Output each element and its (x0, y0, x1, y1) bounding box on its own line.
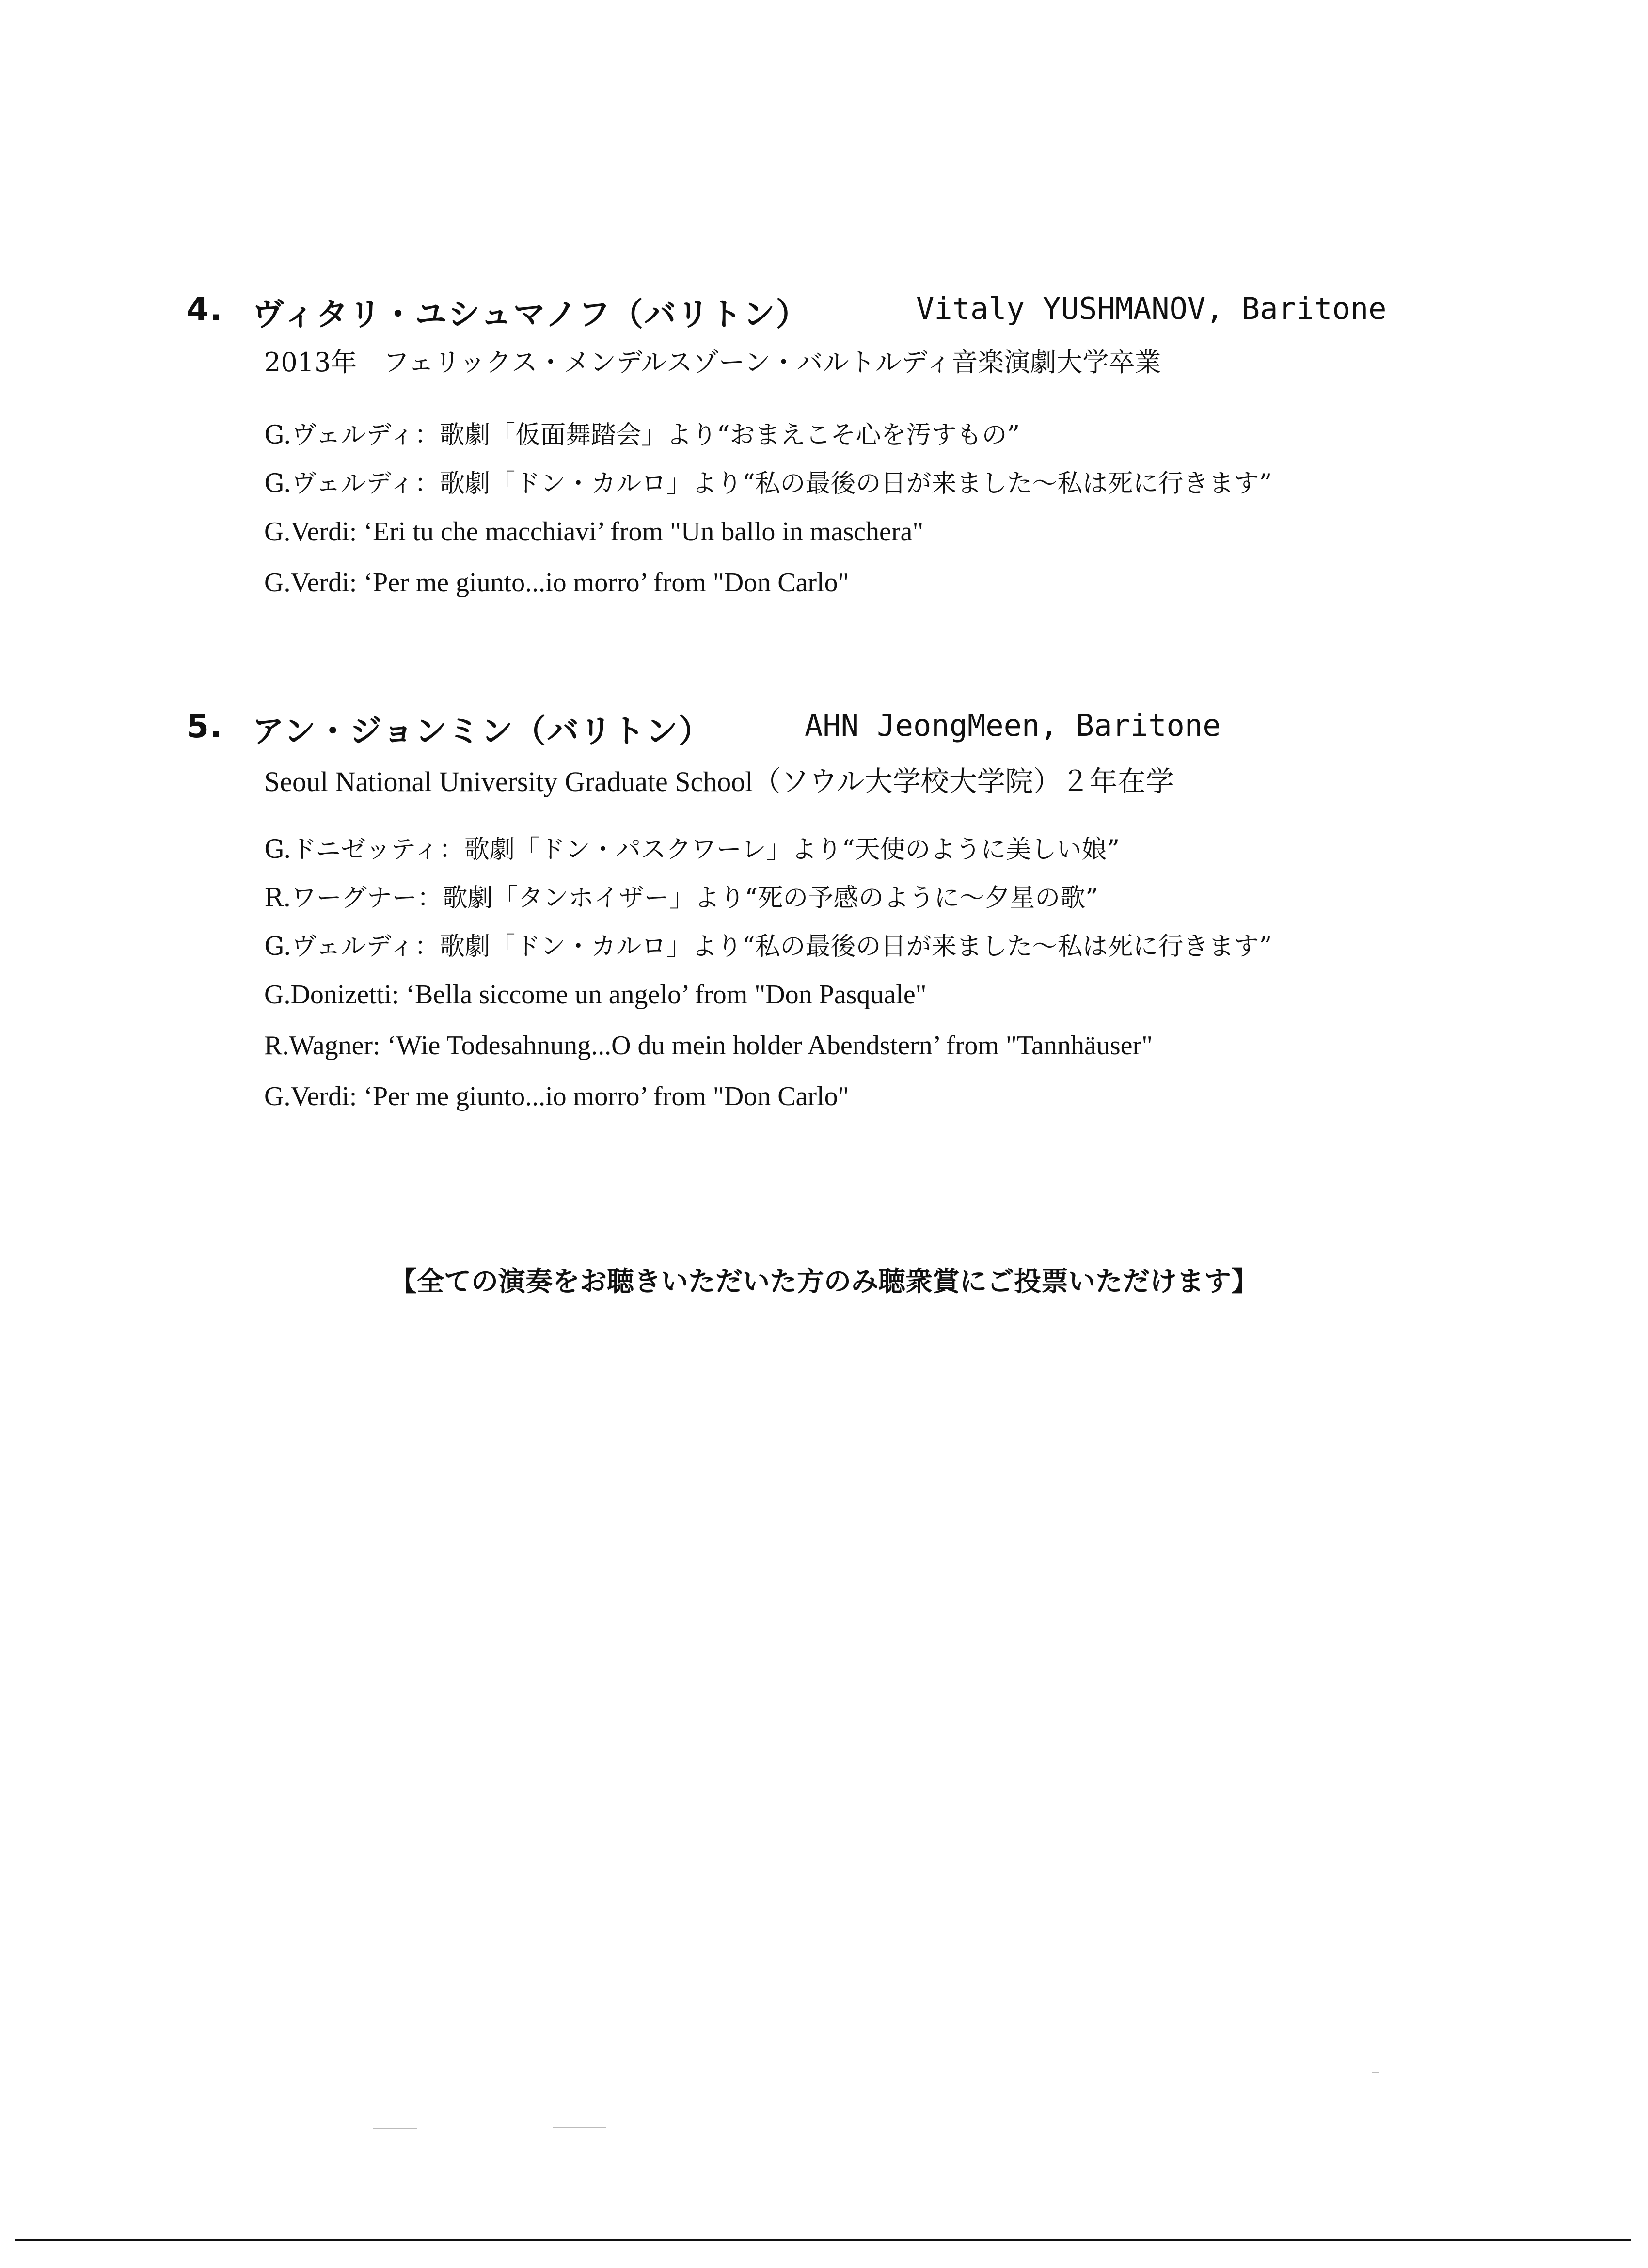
performer-background: Seoul National University Graduate School（ソウル大学校大学院）２年在学 (264, 766, 1174, 797)
performer-background: 2013年 フェリックス・メンデルスゾーン・バルトルディ音楽演劇大学卒業 (264, 347, 1161, 378)
audience-award-notice: 【全ての演奏をお聴きいただいた方のみ聴衆賞にご投票いただけます】 (390, 1266, 1258, 1298)
bottom-rule (15, 2239, 1631, 2241)
repertoire-item: G.ヴェルディ：歌劇「ドン・カルロ」より“私の最後の日が来ました～私は死に行きます” (264, 932, 1272, 961)
performer-name-en: AHN JeongMeen, Baritone (805, 708, 1221, 743)
scan-speck (1372, 2072, 1379, 2073)
repertoire-item: R.ワーグナー：歌劇「タンホイザー」より“死の予感のように～夕星の歌” (264, 884, 1098, 913)
performer-number: 4. (187, 291, 223, 328)
repertoire-item: R.Wagner: ‘Wie Todesahnung...O du mein holder Abendstern’ from "Tannhäuser" (264, 1031, 1153, 1061)
repertoire-item: G.ドニゼッティ：歌劇「ドン・パスクワーレ」より“天使のように美しい娘” (264, 835, 1120, 864)
repertoire-item: G.Verdi: ‘Per me giunto...io morro’ from "Don Carlo" (264, 1081, 849, 1111)
performer-name-en: Vitaly YUSHMANOV, Baritone (916, 291, 1387, 326)
performer-number: 5. (187, 708, 223, 745)
repertoire-item: G.ヴェルディ：歌劇「仮面舞踏会」より“おまえこそ心を汚すもの” (264, 421, 1020, 450)
scan-speck (553, 2127, 606, 2128)
repertoire-item: G.Verdi: ‘Per me giunto...io morro’ from "Don Carlo" (264, 568, 849, 598)
performer-name-jp: アン・ジョンミン（バリトン） (252, 713, 712, 750)
repertoire-item: G.Verdi: ‘Eri tu che macchiavi’ from "Un ballo in maschera" (264, 517, 924, 547)
repertoire-item: G.Donizetti: ‘Bella siccome un angelo’ from "Don Pasquale" (264, 980, 927, 1010)
scan-speck (373, 2128, 417, 2129)
performer-name-jp: ヴィタリ・ユシュマノフ（バリトン） (252, 296, 809, 333)
repertoire-item: G.ヴェルディ：歌劇「ドン・カルロ」より“私の最後の日が来ました～私は死に行きます” (264, 469, 1272, 498)
